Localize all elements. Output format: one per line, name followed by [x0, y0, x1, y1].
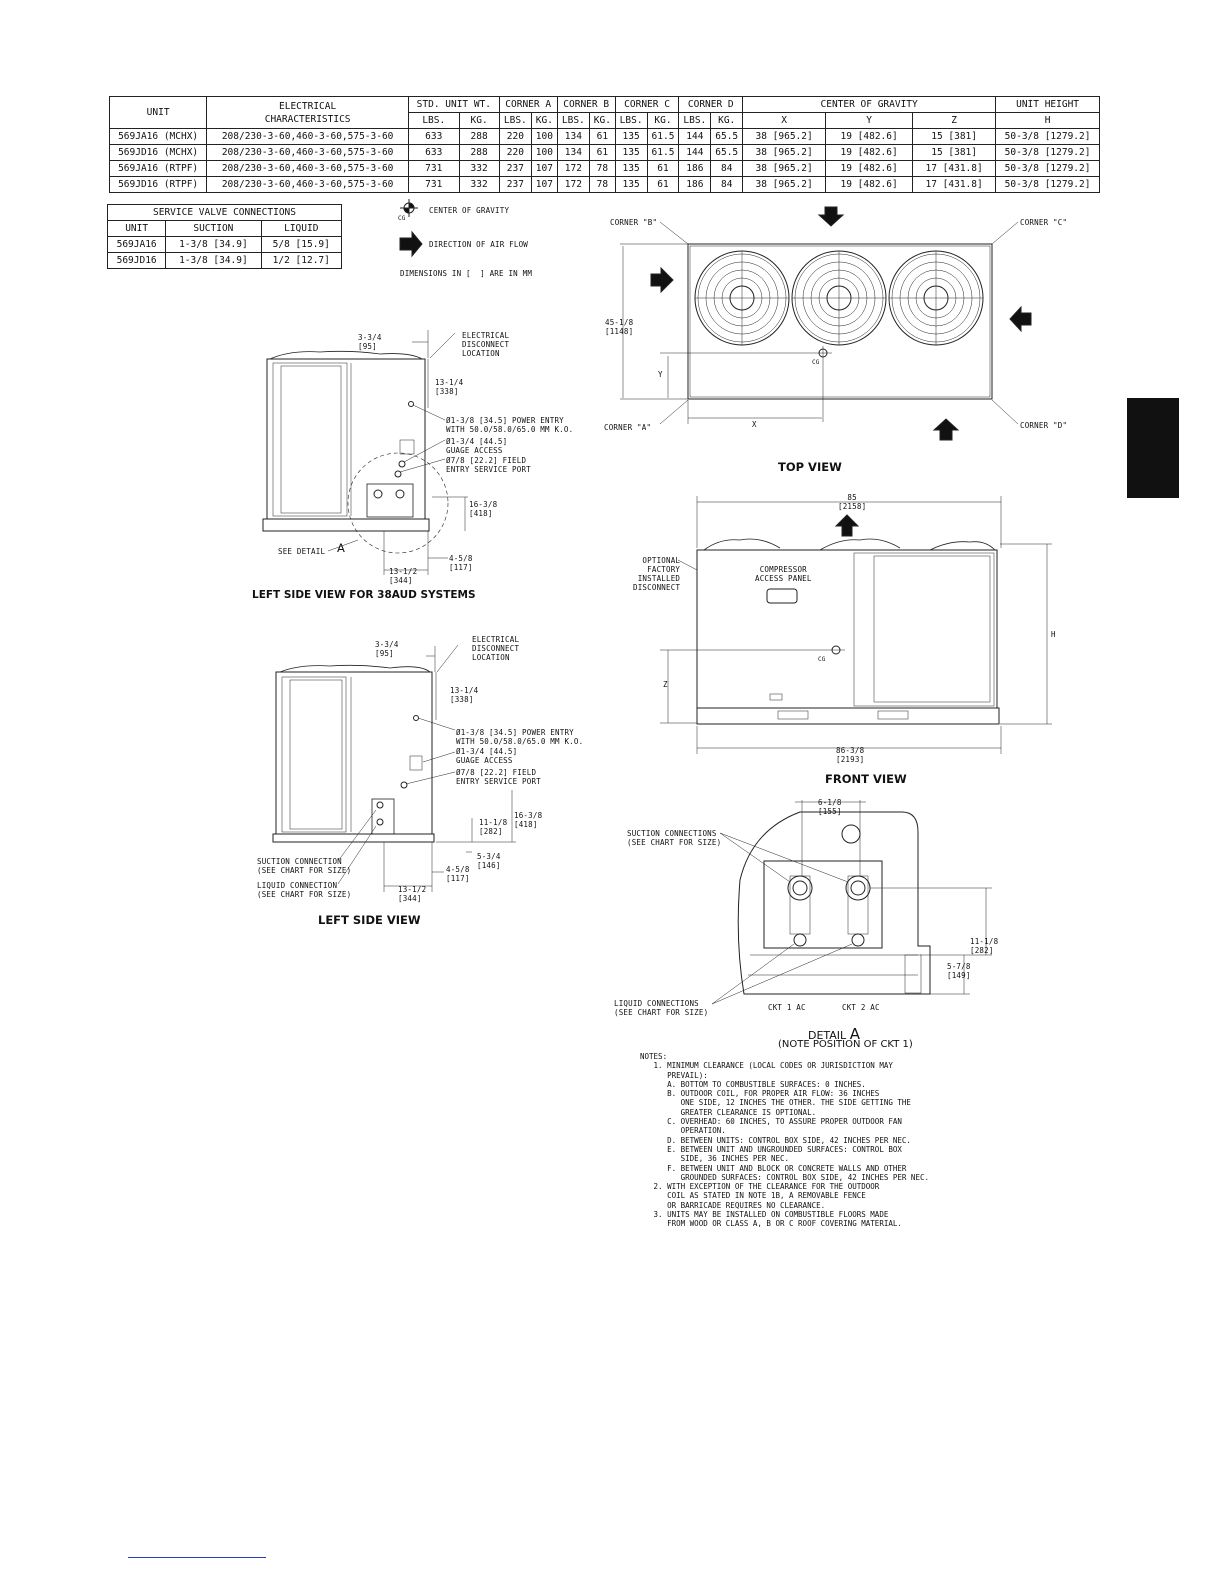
legend-dims-note: DIMENSIONS IN [ ] ARE IN MM	[400, 269, 533, 278]
header-unit: UNIT	[110, 97, 207, 129]
airflow-bottom-arrow-icon	[934, 419, 958, 440]
top-corner-c-label: CORNER "C"	[1020, 218, 1068, 227]
clearance-notes: NOTES: 1. MINIMUM CLEARANCE (LOCAL CODES OR JURISDICTION MAY PREVAIL): A. BOTTOM TO COMBUSTIBLE SURFACES: 0 INCHES. B. OUTDOOR COIL, FOR PROPER AIR FLOW: 36 INCHES ONE SIDE, 12 INCHES THE OTHER. THE SIDE GETTING THE GREATER CLEARANCE IS OPTIONAL. C. OVERHEAD: 60 INCHES, TO ASSURE PROPER OUTDOOR FAN OPERATION. D. BETWEEN UNITS: CONTROL BOX SIDE, 42 INCHES PER NEC. E. BETWEEN UNIT AND UNGROUNDED SURFACES: CONTROL BOX SIDE, 36 INCHES PER NEC. F. BETWEEN UNIT AND BLOCK OR CONCRETE WALLS AND OTHER GROUNDED SURFACES: CONTROL BOX SIDE, 42 INCHES PER NEC. 2. WITH EXCEPTION OF THE CLEARANCE FOR THE OUTDOOR COIL AS STATED IN NOTE 1B, A REMOVABLE FENCE OR BARRICADE REQUIRES NO CLEARANCE. 3. UNITS MAY BE INSTALLED ON COMBUSTIBLE FLOORS MADE FROM WOOD OR CLASS A, B OR C ROOF COVERING MATERIAL.	[640, 1052, 929, 1229]
table-cell: 569JA16	[108, 237, 166, 253]
table-cell: 208/230-3-60,460-3-60,575-3-60	[207, 177, 409, 193]
subheader-x: X	[743, 113, 826, 129]
cg-symbol-icon	[400, 199, 418, 217]
table-cell: 61	[647, 161, 679, 177]
table-cell: 134	[557, 145, 589, 161]
front-view-drawing	[660, 496, 1052, 754]
header-corner-a: CORNER A	[499, 97, 557, 113]
legend-cg-label: CENTER OF GRAVITY	[429, 206, 510, 215]
lv-field-label: Ø7/8 [22.2] FIELD ENTRY SERVICE PORT	[456, 768, 541, 786]
table-cell: 633	[409, 145, 460, 161]
table-cell: 38 [965.2]	[743, 145, 826, 161]
table-cell: 15 [381]	[913, 145, 996, 161]
service-table-title: SERVICE VALVE CONNECTIONS	[108, 205, 342, 221]
subheader-lbs: LBS.	[615, 113, 647, 129]
table-cell: 61	[647, 177, 679, 193]
lv-d3-dim: 16-3/8 [418]	[514, 811, 543, 829]
table-cell: 135	[615, 161, 647, 177]
header-corner-b: CORNER B	[557, 97, 615, 113]
subheader-y: Y	[826, 113, 913, 129]
front-h-dim: H	[1051, 630, 1056, 639]
lv-d4-dim: 4-5/8 [117]	[446, 865, 470, 883]
left-view-38aud-drawing	[263, 330, 468, 575]
table-cell: 61.5	[647, 129, 679, 145]
table-cell: 100	[532, 145, 558, 161]
table-cell: 208/230-3-60,460-3-60,575-3-60	[207, 129, 409, 145]
front-disconnect-label: OPTIONAL FACTORY INSTALLED DISCONNECT	[633, 556, 681, 592]
table-cell: 332	[459, 177, 499, 193]
lv-disconnect-label: ELECTRICAL DISCONNECT LOCATION	[472, 635, 520, 662]
lv-d1-dim: 3-3/4 [95]	[375, 640, 399, 658]
header-height: UNIT HEIGHT	[996, 97, 1100, 113]
fan-3-icon	[889, 251, 983, 345]
lv-d5-dim: 13-1/2 [344]	[398, 885, 427, 903]
lv-power-label: Ø1-3/8 [34.5] POWER ENTRY WITH 50.0/58.0/65.0 MM K.O.	[456, 728, 584, 746]
subheader-kg: KG.	[711, 113, 743, 129]
table-cell: 38 [965.2]	[743, 177, 826, 193]
lv-d6-dim: 11-1/8 [282]	[479, 818, 508, 836]
subheader-kg: KG.	[532, 113, 558, 129]
l38-d1-dim: 3-3/4 [95]	[358, 333, 382, 351]
table-cell: 569JD16 (MCHX)	[110, 145, 207, 161]
table-cell: 78	[590, 177, 616, 193]
l38-d5-dim: 13-1/2 [344]	[389, 567, 418, 585]
da-d3-dim: 5-7/8 [149]	[947, 962, 971, 980]
table-cell: 1/2 [12.7]	[261, 253, 341, 269]
subheader-lbs: LBS.	[409, 113, 460, 129]
table-cell: 237	[499, 177, 531, 193]
table-cell: 237	[499, 161, 531, 177]
subheader-lbs: LBS.	[499, 113, 531, 129]
header-std-wt: STD. UNIT WT.	[409, 97, 500, 113]
subheader-kg: KG.	[590, 113, 616, 129]
da-ckt2-label: CKT 2 AC	[842, 1003, 880, 1012]
da-title-letter: A	[849, 1025, 860, 1043]
airflow-arrow-icon	[400, 232, 422, 256]
table-cell: 186	[679, 161, 711, 177]
table-cell: 135	[615, 145, 647, 161]
top-cg-label: CG	[812, 359, 820, 366]
l38-power-label: Ø1-3/8 [34.5] POWER ENTRY WITH 50.0/58.0/65.0 MM K.O.	[446, 416, 574, 434]
table-cell: 15 [381]	[913, 129, 996, 145]
top-corner-b-label: CORNER "B"	[610, 218, 658, 227]
table-cell: 19 [482.6]	[826, 161, 913, 177]
da-suction-label: SUCTION CONNECTIONS (SEE CHART FOR SIZE)	[627, 829, 722, 847]
top-view-drawing	[620, 207, 1031, 440]
table-cell: 61.5	[647, 145, 679, 161]
lv-gauge-label: Ø1-3/4 [44.5] GUAGE ACCESS	[456, 747, 518, 765]
table-cell: 186	[679, 177, 711, 193]
table-cell: 731	[409, 161, 460, 177]
table-cell: 144	[679, 145, 711, 161]
lv-suction-label: SUCTION CONNECTION (SEE CHART FOR SIZE)	[257, 857, 352, 875]
airflow-right-arrow-icon	[1010, 307, 1031, 331]
top-corner-d-label: CORNER "D"	[1020, 421, 1068, 430]
top-depth-dim: 45-1/8 [1148]	[605, 318, 634, 336]
l38-d2-dim: 13-1/4 [338]	[435, 378, 464, 396]
table-cell: 288	[459, 145, 499, 161]
l38-field-label: Ø7/8 [22.2] FIELD ENTRY SERVICE PORT	[446, 456, 531, 474]
table-cell: 134	[557, 129, 589, 145]
table-cell: 61	[590, 145, 616, 161]
header-cog: CENTER OF GRAVITY	[743, 97, 996, 113]
subheader-kg: KG.	[647, 113, 679, 129]
table-cell: 61	[590, 129, 616, 145]
table-cell: 78	[590, 161, 616, 177]
l38-detail-letter: A	[337, 541, 345, 555]
table-cell: 50-3/8 [1279.2]	[996, 145, 1100, 161]
table-cell: 19 [482.6]	[826, 129, 913, 145]
table-cell: 1-3/8 [34.9]	[166, 253, 261, 269]
top-x-dim: X	[752, 420, 757, 429]
table-cell: 17 [431.8]	[913, 177, 996, 193]
table-cell: 84	[711, 161, 743, 177]
section-tab	[1127, 398, 1179, 498]
table-cell: 50-3/8 [1279.2]	[996, 161, 1100, 177]
footer-rule	[128, 1557, 266, 1558]
table-cell: 65.5	[711, 129, 743, 145]
table-cell: 569JD16 (RTPF)	[110, 177, 207, 193]
top-cg-icon	[660, 346, 832, 422]
table-cell: 332	[459, 161, 499, 177]
fan-2-icon	[792, 251, 886, 345]
legend-airflow-label: DIRECTION OF AIR FLOW	[429, 240, 529, 249]
service-header-unit: UNIT	[108, 221, 166, 237]
table-cell: 208/230-3-60,460-3-60,575-3-60	[207, 145, 409, 161]
airflow-top-arrow-icon	[819, 207, 843, 226]
lv-d2-dim: 13-1/4 [338]	[450, 686, 479, 704]
table-cell: 569JA16 (RTPF)	[110, 161, 207, 177]
service-header-suction: SUCTION	[166, 221, 261, 237]
da-title-text: DETAIL	[808, 1029, 847, 1042]
table-cell: 731	[409, 177, 460, 193]
legend-cg-symbol: CG	[398, 215, 406, 222]
lv-liquid-label: LIQUID CONNECTION (SEE CHART FOR SIZE)	[257, 881, 352, 899]
table-cell: 84	[711, 177, 743, 193]
table-cell: 172	[557, 161, 589, 177]
table-cell: 19 [482.6]	[826, 177, 913, 193]
table-cell: 19 [482.6]	[826, 145, 913, 161]
fan-1-icon	[695, 251, 789, 345]
table-cell: 65.5	[711, 145, 743, 161]
front-z-dim: Z	[663, 680, 668, 689]
l38-gauge-label: Ø1-3/4 [44.5] GUAGE ACCESS	[446, 437, 508, 455]
table-cell: 100	[532, 129, 558, 145]
l38-title: LEFT SIDE VIEW FOR 38AUD SYSTEMS	[252, 589, 476, 601]
table-cell: 1-3/8 [34.9]	[166, 237, 261, 253]
header-electrical: ELECTRICAL CHARACTERISTICS	[207, 97, 409, 129]
table-cell: 17 [431.8]	[913, 161, 996, 177]
table-cell: 135	[615, 129, 647, 145]
l38-see-detail-label: SEE DETAIL	[278, 547, 326, 556]
table-cell: 50-3/8 [1279.2]	[996, 177, 1100, 193]
table-cell: 220	[499, 145, 531, 161]
top-corner-a-label: CORNER "A"	[604, 423, 652, 432]
table-cell: 208/230-3-60,460-3-60,575-3-60	[207, 161, 409, 177]
header-corner-d: CORNER D	[679, 97, 743, 113]
table-cell: 569JD16	[108, 253, 166, 269]
airflow-left-arrow-icon	[651, 268, 673, 292]
da-liquid-label: LIQUID CONNECTIONS (SEE CHART FOR SIZE)	[614, 999, 709, 1017]
table-cell: 38 [965.2]	[743, 129, 826, 145]
top-view-title: TOP VIEW	[778, 460, 842, 474]
subheader-z: Z	[913, 113, 996, 129]
subheader-lbs: LBS.	[679, 113, 711, 129]
lv-title: LEFT SIDE VIEW	[318, 913, 421, 927]
airflow-front-arrow-icon	[836, 515, 858, 536]
l38-d3-dim: 16-3/8 [418]	[469, 500, 498, 518]
table-cell: 633	[409, 129, 460, 145]
subheader-h: H	[996, 113, 1100, 129]
table-cell: 38 [965.2]	[743, 161, 826, 177]
da-d2-dim: 11-1/8 [282]	[970, 937, 999, 955]
top-y-dim: Y	[658, 370, 663, 379]
front-view-title: FRONT VIEW	[825, 772, 907, 786]
table-cell: 144	[679, 129, 711, 145]
service-header-liquid: LIQUID	[261, 221, 341, 237]
lv-d7-dim: 5-3/4 [146]	[477, 852, 501, 870]
front-width-bottom-dim: 86-3/8 [2193]	[836, 746, 865, 764]
front-width-top-dim: 85 [2158]	[838, 493, 867, 511]
subheader-lbs: LBS.	[557, 113, 589, 129]
front-cg-label: CG	[818, 656, 826, 663]
da-d1-dim: 6-1/8 [155]	[818, 798, 842, 816]
table-cell: 107	[532, 177, 558, 193]
table-cell: 135	[615, 177, 647, 193]
front-cg-icon	[660, 646, 845, 654]
da-subtitle: (NOTE POSITION OF CKT 1)	[778, 1039, 913, 1050]
l38-disconnect-label: ELECTRICAL DISCONNECT LOCATION	[462, 331, 510, 358]
subheader-kg: KG.	[459, 113, 499, 129]
front-panel-label: COMPRESSOR ACCESS PANEL	[755, 565, 812, 583]
table-cell: 569JA16 (MCHX)	[110, 129, 207, 145]
table-cell: 5/8 [15.9]	[261, 237, 341, 253]
table-cell: 50-3/8 [1279.2]	[996, 129, 1100, 145]
table-cell: 220	[499, 129, 531, 145]
da-ckt1-label: CKT 1 AC	[768, 1003, 806, 1012]
table-cell: 107	[532, 161, 558, 177]
table-cell: 172	[557, 177, 589, 193]
l38-d4-dim: 4-5/8 [117]	[449, 554, 473, 572]
header-corner-c: CORNER C	[615, 97, 679, 113]
table-cell: 288	[459, 129, 499, 145]
